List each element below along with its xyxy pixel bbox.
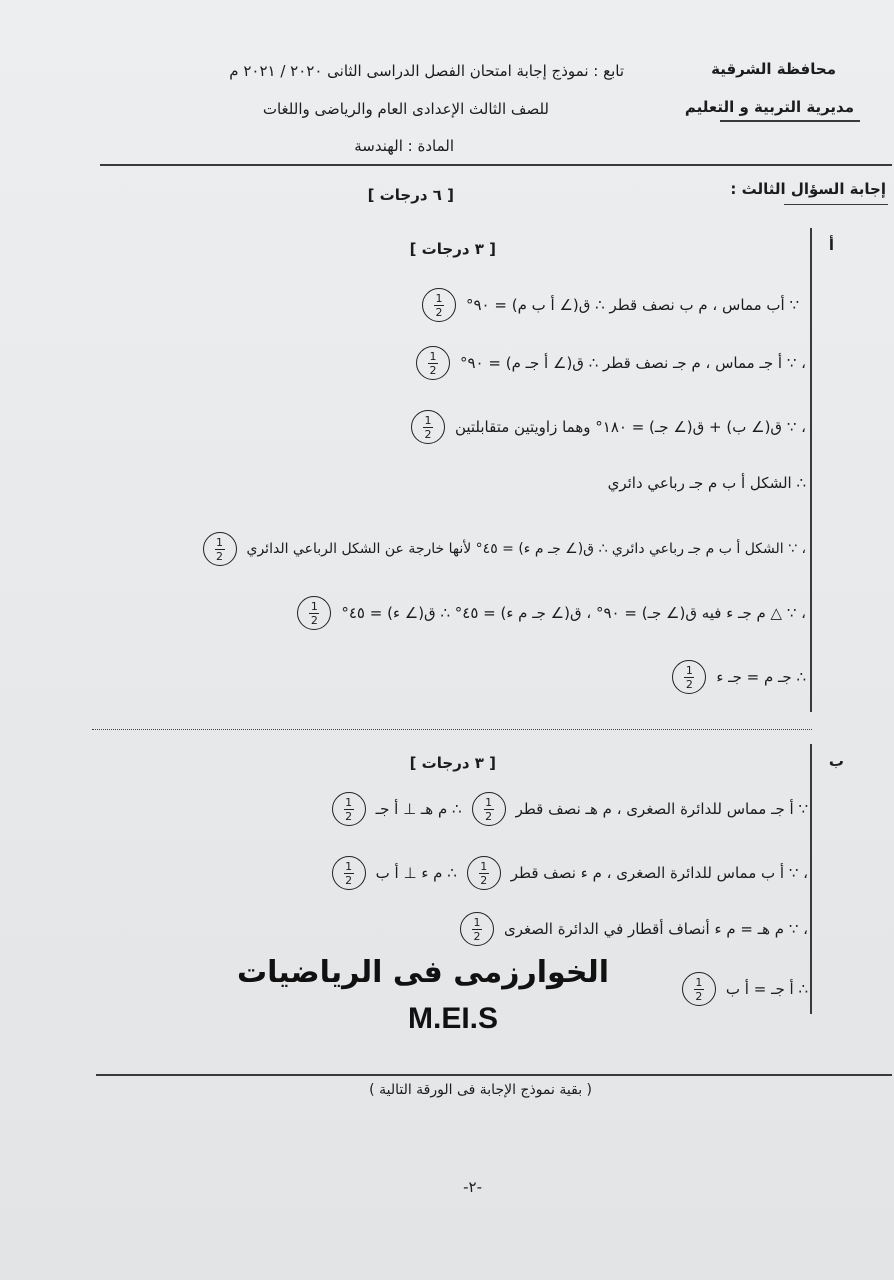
part-b-line-1 bbox=[332, 792, 808, 826]
part-a-line-4 bbox=[608, 474, 806, 492]
half-mark-icon: $\frac{1}{2}$ bbox=[332, 856, 366, 890]
step-text: ∵ أب مماس ، م ب نصف قطر ∴ ق(∠ أ ب م) = ٩٠° bbox=[466, 296, 799, 314]
step-text: ، ∵ الشكل أ ب م جـ رباعي دائري ∴ ق(∠ جـ م ء) = ٤٥° لأنها خارجة عن الشكل الرباعي الدائري bbox=[246, 541, 806, 557]
part-b-marks: [ ٣ درجات ] bbox=[409, 754, 496, 772]
half-mark-icon: $\frac{1}{2}$ bbox=[297, 596, 331, 630]
part-b-line-4 bbox=[682, 972, 808, 1006]
exam-title: تابع : نموذج إجابة امتحان الفصل الدراسى الثانى ٢٠٢٠ / ٢٠٢١ م bbox=[229, 62, 624, 80]
half-mark-icon: $\frac{1}{2}$ bbox=[411, 410, 445, 444]
part-a-label: أ bbox=[828, 236, 834, 254]
step-text: ∴ الشكل أ ب م جـ رباعي دائري bbox=[607, 474, 806, 492]
step-text: ∴ أ جـ = أ ب bbox=[725, 980, 808, 998]
step-text: ، ∵ ق(∠ ب) + ق(∠ جـ) = ١٨٠° وهما زاويتين متقابلتين bbox=[454, 418, 806, 436]
step-conclusion: ∴ م هـ ⊥ أ جـ bbox=[375, 800, 462, 818]
half-mark-icon: $\frac{1}{2}$ bbox=[460, 912, 494, 946]
part-a-marks: [ ٣ درجات ] bbox=[409, 240, 496, 258]
part-a-line-1 bbox=[422, 288, 799, 322]
governorate-label: محافظة الشرقية bbox=[711, 60, 836, 78]
half-mark-icon: $\frac{1}{2}$ bbox=[472, 792, 506, 826]
part-b-label: ب bbox=[828, 752, 844, 770]
half-mark-icon: $\frac{1}{2}$ bbox=[682, 972, 716, 1006]
part-a-line-6 bbox=[297, 596, 806, 630]
half-mark-icon: $\frac{1}{2}$ bbox=[672, 660, 706, 694]
step-text: ، ∵ أ ب مماس للدائرة الصغرى ، م ء نصف قطر bbox=[510, 864, 808, 882]
step-text: ، ∵ △ م جـ ء فيه ق(∠ جـ) = ٩٠° ، ق(∠ جـ م ء) = ٤٥° ∴ ق(∠ ء) = ٤٥° bbox=[341, 604, 806, 622]
half-mark-icon: $\frac{1}{2}$ bbox=[203, 532, 237, 566]
part-a-line-7 bbox=[672, 660, 806, 694]
header-divider bbox=[100, 164, 892, 166]
grade-label: للصف الثالث الإعدادى العام والرياضى واللغات bbox=[262, 100, 549, 118]
footer-divider bbox=[96, 1074, 892, 1076]
part-b-line-2 bbox=[332, 856, 808, 890]
watermark-latin: M.EI.S bbox=[408, 1002, 499, 1035]
part-a-line-5 bbox=[203, 532, 807, 566]
question-title-underline bbox=[784, 204, 888, 205]
half-mark-icon: $\frac{1}{2}$ bbox=[422, 288, 456, 322]
step-text: ، ∵ م هـ = م ء أنصاف أقطار في الدائرة الصغرى bbox=[503, 920, 808, 938]
half-mark-icon: $\frac{1}{2}$ bbox=[332, 792, 366, 826]
watermark-arabic: الخوارزمى فى الرياضيات bbox=[237, 955, 609, 990]
step-text: ∵ أ جـ مماس للدائرة الصغرى ، م هـ نصف قطر bbox=[515, 800, 808, 818]
subject-label: المادة : الهندسة bbox=[354, 137, 454, 155]
step-text: ، ∵ أ جـ مماس ، م جـ نصف قطر ∴ ق(∠ أ جـ م) = ٩٠° bbox=[459, 354, 806, 372]
half-mark-icon: $\frac{1}{2}$ bbox=[467, 856, 501, 890]
step-conclusion: ∴ م ء ⊥ أ ب bbox=[375, 864, 457, 882]
question-total-marks: [ ٦ درجات ] bbox=[367, 186, 454, 204]
half-mark-icon: $\frac{1}{2}$ bbox=[416, 346, 450, 380]
part-b-vertical-rule bbox=[810, 744, 812, 1014]
part-b-line-3 bbox=[460, 912, 808, 946]
part-a-line-3 bbox=[411, 410, 806, 444]
part-a-line-2 bbox=[416, 346, 806, 380]
part-a-vertical-rule bbox=[810, 228, 812, 712]
question-title: إجابة السؤال الثالث : bbox=[730, 180, 886, 198]
page-number: -٢- bbox=[463, 1178, 482, 1196]
step-text: ∴ جـ م = جـ ء bbox=[716, 668, 806, 686]
continued-note: ( بقية نموذج الإجابة فى الورقة التالية ) bbox=[369, 1082, 592, 1098]
part-separator-dotted bbox=[92, 729, 812, 730]
directorate-label: مديرية التربية و التعليم bbox=[684, 98, 854, 116]
directorate-underline bbox=[720, 120, 860, 122]
